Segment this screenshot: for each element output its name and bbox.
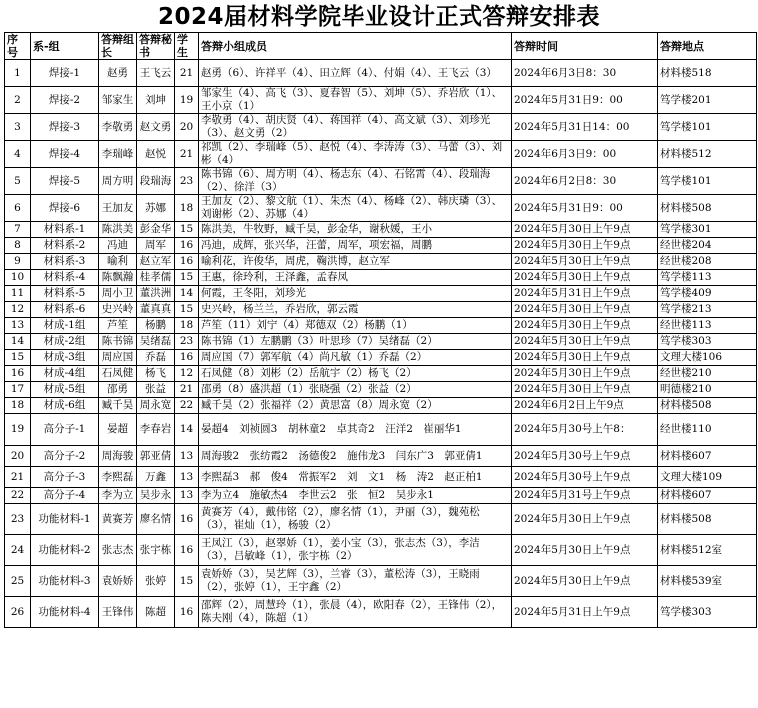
table-row (5, 566, 757, 597)
cell-secretary: 桂孝儒 (137, 270, 175, 286)
cell-seq: 1 (5, 60, 31, 87)
cell-secretary: 彭金华 (137, 222, 175, 238)
cell-secretary: 张益 (137, 382, 175, 398)
cell-members: 冯迪，成辉，张兴华，汪蕾，周军，项宏福，周鹏 (199, 238, 512, 254)
cell-leader: 李瑞峰 (99, 141, 137, 168)
cell-seq: 8 (5, 238, 31, 254)
cell-place: 笃学楼213 (658, 302, 757, 318)
cell-time: 2024年5月30号上午9点 (512, 467, 658, 488)
cell-students: 13 (175, 467, 199, 488)
table-body (5, 60, 757, 628)
cell-members: 李为立4 施敏杰4 李世云2 张 恒2 吴步永1 (199, 488, 512, 504)
cell-members: 陈书锦（1）左鹏鹏（3）叶思珍（7）吴绪磊（2） (199, 334, 512, 350)
cell-time: 2024年5月30日上午9点 (512, 302, 658, 318)
cell-leader: 陈洪美 (99, 222, 137, 238)
cell-members: 喻利花，许俊华，周虎，鞠洪博，赵立军 (199, 254, 512, 270)
cell-group: 高分子-3 (31, 467, 99, 488)
cell-students: 13 (175, 488, 199, 504)
cell-place: 经世楼208 (658, 254, 757, 270)
cell-secretary: 乔磊 (137, 350, 175, 366)
table-row (5, 318, 757, 334)
cell-students: 14 (175, 414, 199, 446)
cell-students: 21 (175, 60, 199, 87)
cell-secretary: 杨飞 (137, 366, 175, 382)
cell-secretary: 杨鹏 (137, 318, 175, 334)
cell-members: 祁凯（2）、李瑞峰（5）、赵悦（4）、李涛涛（3）、马蕾（3）、刘彬（4） (199, 141, 512, 168)
cell-leader: 邵勇 (99, 382, 137, 398)
cell-seq: 22 (5, 488, 31, 504)
table-row (5, 302, 757, 318)
cell-leader: 臧千昊 (99, 398, 137, 414)
cell-members: 赵勇（6）、许祥平（4）、田立辉（4）、付娟（4）、王飞云（3） (199, 60, 512, 87)
cell-time: 2024年5月30日上午9点 (512, 222, 658, 238)
cell-group: 焊接-5 (31, 168, 99, 195)
cell-secretary: 赵立军 (137, 254, 175, 270)
table-row (5, 286, 757, 302)
cell-students: 16 (175, 504, 199, 535)
cell-secretary: 董真真 (137, 302, 175, 318)
header-row (5, 33, 757, 60)
cell-time: 2024年5月31日9：00 (512, 87, 658, 114)
cell-seq: 15 (5, 350, 31, 366)
cell-seq: 12 (5, 302, 31, 318)
cell-group: 焊接-6 (31, 195, 99, 222)
table-row (5, 398, 757, 414)
cell-members: 李敬勇（4）、胡庆贤（4）、蒋国祥（4）、高文斌（3）、刘珍光（3）、赵文勇（2） (199, 114, 512, 141)
cell-members: 芦笙（11）刘宁（4）郑德双（2）杨鹏（1） (199, 318, 512, 334)
header-group: 系-组 (31, 33, 99, 60)
cell-students: 15 (175, 302, 199, 318)
cell-group: 材成-6组 (31, 398, 99, 414)
cell-place: 材料楼539室 (658, 566, 757, 597)
cell-students: 16 (175, 254, 199, 270)
cell-leader: 李为立 (99, 488, 137, 504)
cell-time: 2024年5月30日上午9点 (512, 318, 658, 334)
cell-leader: 晏超 (99, 414, 137, 446)
cell-seq: 25 (5, 566, 31, 597)
cell-time: 2024年5月30日上午9点 (512, 270, 658, 286)
cell-time: 2024年5月30日上午9点 (512, 254, 658, 270)
cell-secretary: 周永宽 (137, 398, 175, 414)
cell-group: 功能材料-3 (31, 566, 99, 597)
cell-members: 石凤健（8）刘彬（2）岳航宇（2）杨飞（2） (199, 366, 512, 382)
cell-place: 经世楼110 (658, 414, 757, 446)
cell-group: 焊接-1 (31, 60, 99, 87)
cell-students: 15 (175, 566, 199, 597)
table-row (5, 238, 757, 254)
cell-time: 2024年5月31日14：00 (512, 114, 658, 141)
cell-place: 材料楼508 (658, 504, 757, 535)
cell-members: 袁娇娇（3），吴艺辉（3），兰睿（3），董松涛（3），王晓雨（2），张婷（1），王宇鑫（2） (199, 566, 512, 597)
cell-secretary: 段瑞海 (137, 168, 175, 195)
table-row (5, 195, 757, 222)
cell-seq: 6 (5, 195, 31, 222)
cell-leader: 周方明 (99, 168, 137, 195)
cell-leader: 周海骏 (99, 446, 137, 467)
table-row (5, 87, 757, 114)
cell-group: 材料系-5 (31, 286, 99, 302)
cell-group: 功能材料-2 (31, 535, 99, 566)
header-students: 学生 (175, 33, 199, 60)
cell-time: 2024年5月31日9：00 (512, 195, 658, 222)
cell-seq: 26 (5, 597, 31, 628)
cell-group: 材料系-2 (31, 238, 99, 254)
cell-time: 2024年5月31日上午9点 (512, 286, 658, 302)
cell-seq: 14 (5, 334, 31, 350)
table-row (5, 334, 757, 350)
table-row (5, 254, 757, 270)
table-row (5, 366, 757, 382)
cell-secretary: 李春岩 (137, 414, 175, 446)
cell-leader: 陈书锦 (99, 334, 137, 350)
cell-students: 16 (175, 238, 199, 254)
cell-members: 周海骏2 张纺霞2 汤德俊2 施伟龙3 闫东广3 郭亚倩1 (199, 446, 512, 467)
cell-seq: 11 (5, 286, 31, 302)
cell-members: 李熙磊3 郝 俊4 常振军2 刘 文1 杨 涛2 赵正柏1 (199, 467, 512, 488)
cell-secretary: 吴绪磊 (137, 334, 175, 350)
cell-group: 材料系-4 (31, 270, 99, 286)
cell-group: 材成-3组 (31, 350, 99, 366)
cell-place: 笃学楼101 (658, 168, 757, 195)
cell-place: 笃学楼101 (658, 114, 757, 141)
cell-seq: 19 (5, 414, 31, 446)
cell-seq: 20 (5, 446, 31, 467)
cell-time: 2024年5月30日上午9点 (512, 238, 658, 254)
cell-leader: 张志杰 (99, 535, 137, 566)
cell-place: 经世楼210 (658, 366, 757, 382)
cell-leader: 冯迪 (99, 238, 137, 254)
cell-students: 16 (175, 597, 199, 628)
cell-secretary: 吴步永 (137, 488, 175, 504)
table-row (5, 141, 757, 168)
cell-time: 2024年5月31号上午9点 (512, 488, 658, 504)
cell-group: 材料系-3 (31, 254, 99, 270)
cell-secretary: 张婷 (137, 566, 175, 597)
cell-leader: 黄赛芳 (99, 504, 137, 535)
cell-seq: 13 (5, 318, 31, 334)
cell-members: 何霞，王冬阳，刘珍光 (199, 286, 512, 302)
cell-students: 19 (175, 87, 199, 114)
cell-time: 2024年6月3日9：00 (512, 141, 658, 168)
cell-members: 王凤江（3），赵翠娇（1），姜小宝（3），张志杰（3），李洁（3），吕敏峰（1），张宇栋（2） (199, 535, 512, 566)
cell-group: 材成-4组 (31, 366, 99, 382)
cell-leader: 袁娇娇 (99, 566, 137, 597)
cell-group: 材成-1组 (31, 318, 99, 334)
cell-place: 材料楼518 (658, 60, 757, 87)
cell-leader: 赵勇 (99, 60, 137, 87)
cell-time: 2024年5月30日上午9点 (512, 566, 658, 597)
cell-members: 史兴岭，杨兰兰，乔岩欣，郭云霞 (199, 302, 512, 318)
table-row (5, 488, 757, 504)
table-row (5, 60, 757, 87)
cell-time: 2024年5月30日上午9点 (512, 504, 658, 535)
cell-time: 2024年5月31日上午9点 (512, 597, 658, 628)
cell-students: 20 (175, 114, 199, 141)
header-time: 答辩时间 (512, 33, 658, 60)
cell-group: 材料系-6 (31, 302, 99, 318)
page-title: 2024届材料学院毕业设计正式答辩安排表 (157, 4, 600, 30)
cell-leader: 周小卫 (99, 286, 137, 302)
cell-students: 12 (175, 366, 199, 382)
cell-members: 邹家生（4）、高飞（3）、夏春智（5）、刘坤（5）、乔岩欣（1）、王小京（1） (199, 87, 512, 114)
header-place: 答辩地点 (658, 33, 757, 60)
cell-place: 材料楼512室 (658, 535, 757, 566)
cell-members: 臧千昊（2）张福祥（2）黄思富（8）周永宽（2） (199, 398, 512, 414)
cell-place: 材料楼508 (658, 195, 757, 222)
table-row (5, 350, 757, 366)
cell-time: 2024年5月30日上午9点 (512, 334, 658, 350)
cell-students: 16 (175, 350, 199, 366)
header-seq: 序号 (5, 33, 31, 60)
cell-students: 15 (175, 270, 199, 286)
cell-seq: 5 (5, 168, 31, 195)
cell-seq: 21 (5, 467, 31, 488)
cell-place: 笃学楼201 (658, 87, 757, 114)
table-row (5, 504, 757, 535)
cell-secretary: 万鑫 (137, 467, 175, 488)
cell-secretary: 苏娜 (137, 195, 175, 222)
cell-seq: 16 (5, 366, 31, 382)
table-row (5, 597, 757, 628)
cell-leader: 李敬勇 (99, 114, 137, 141)
cell-time: 2024年5月30日上午9点 (512, 535, 658, 566)
cell-place: 文理大楼109 (658, 467, 757, 488)
cell-seq: 2 (5, 87, 31, 114)
cell-place: 笃学楼409 (658, 286, 757, 302)
cell-members: 陈洪美，牛牧野，臧千昊，彭金华，谢秋媛，王小 (199, 222, 512, 238)
table-row (5, 382, 757, 398)
table-row (5, 446, 757, 467)
cell-place: 材料楼512 (658, 141, 757, 168)
cell-seq: 23 (5, 504, 31, 535)
cell-members: 陈书锦（6）、周方明（4）、杨志东（4）、石铭霄（4）、段瑞海（2）、徐洋（3） (199, 168, 512, 195)
cell-place: 笃学楼113 (658, 270, 757, 286)
cell-secretary: 陈超 (137, 597, 175, 628)
cell-leader: 陈飘瀚 (99, 270, 137, 286)
table-row (5, 222, 757, 238)
cell-group: 材成-2组 (31, 334, 99, 350)
cell-leader: 石凤健 (99, 366, 137, 382)
cell-leader: 王锋伟 (99, 597, 137, 628)
cell-group: 材成-5组 (31, 382, 99, 398)
cell-time: 2024年5月30日上午9点 (512, 366, 658, 382)
table-row (5, 270, 757, 286)
cell-group: 高分子-4 (31, 488, 99, 504)
cell-students: 22 (175, 398, 199, 414)
cell-leader: 周应国 (99, 350, 137, 366)
cell-group: 材料系-1 (31, 222, 99, 238)
cell-members: 邵辉（2），周慧玲（1），张晨（4），欧阳春（2），王锋伟（2），陈夫刚（4），陈超（1） (199, 597, 512, 628)
cell-students: 21 (175, 382, 199, 398)
cell-seq: 9 (5, 254, 31, 270)
cell-secretary: 廖名情 (137, 504, 175, 535)
cell-students: 23 (175, 334, 199, 350)
cell-time: 2024年5月30号上午9点 (512, 446, 658, 467)
cell-students: 23 (175, 168, 199, 195)
cell-place: 材料楼607 (658, 488, 757, 504)
cell-place: 笃学楼303 (658, 334, 757, 350)
cell-secretary: 董洪洲 (137, 286, 175, 302)
cell-seq: 24 (5, 535, 31, 566)
cell-place: 文理大楼106 (658, 350, 757, 366)
cell-secretary: 刘坤 (137, 87, 175, 114)
cell-time: 2024年6月2日8：30 (512, 168, 658, 195)
cell-group: 焊接-4 (31, 141, 99, 168)
cell-seq: 4 (5, 141, 31, 168)
cell-group: 高分子-1 (31, 414, 99, 446)
cell-students: 15 (175, 222, 199, 238)
cell-time: 2024年5月30号上午8： (512, 414, 658, 446)
cell-leader: 史兴岭 (99, 302, 137, 318)
cell-students: 18 (175, 195, 199, 222)
cell-place: 材料楼508 (658, 398, 757, 414)
cell-group: 焊接-3 (31, 114, 99, 141)
cell-students: 18 (175, 318, 199, 334)
cell-members: 晏超4 刘祯圆3 胡林童2 卓其奇2 汪洋2 崔丽华1 (199, 414, 512, 446)
cell-group: 焊接-2 (31, 87, 99, 114)
header-secretary: 答辩秘书 (137, 33, 175, 60)
cell-students: 16 (175, 535, 199, 566)
cell-seq: 17 (5, 382, 31, 398)
cell-seq: 10 (5, 270, 31, 286)
cell-members: 邵勇（8）盛洪超（1）张晓强（2）张益（2） (199, 382, 512, 398)
cell-students: 21 (175, 141, 199, 168)
cell-seq: 7 (5, 222, 31, 238)
cell-members: 王惠，徐玲利，王泽鑫，孟春凤 (199, 270, 512, 286)
cell-secretary: 郭亚倩 (137, 446, 175, 467)
cell-place: 笃学楼301 (658, 222, 757, 238)
cell-time: 2024年6月3日8：30 (512, 60, 658, 87)
cell-leader: 邹家生 (99, 87, 137, 114)
cell-members: 王加友（2）、黎文航（1）、朱杰（4）、杨峰（2）、韩庆璘（3）、刘谢彬（2）、苏娜（4） (199, 195, 512, 222)
cell-secretary: 张宇栋 (137, 535, 175, 566)
cell-group: 功能材料-4 (31, 597, 99, 628)
cell-place: 经世楼113 (658, 318, 757, 334)
cell-members: 黄赛芳（4），戴伟铭（2），廖名情（1），尹丽（3），魏苑松（3），崔灿（1），杨骏（2） (199, 504, 512, 535)
cell-place: 材料楼607 (658, 446, 757, 467)
header-members: 答辩小组成员 (199, 33, 512, 60)
cell-place: 明德楼210 (658, 382, 757, 398)
table-row (5, 414, 757, 446)
table-row (5, 467, 757, 488)
cell-group: 高分子-2 (31, 446, 99, 467)
cell-seq: 3 (5, 114, 31, 141)
cell-time: 2024年5月30日上午9点 (512, 350, 658, 366)
cell-time: 2024年6月2日上午9点 (512, 398, 658, 414)
cell-leader: 喻利 (99, 254, 137, 270)
cell-secretary: 王飞云 (137, 60, 175, 87)
table-row (5, 168, 757, 195)
cell-leader: 王加友 (99, 195, 137, 222)
cell-time: 2024年5月30日上午9点 (512, 382, 658, 398)
cell-place: 经世楼204 (658, 238, 757, 254)
cell-secretary: 赵文勇 (137, 114, 175, 141)
table-row (5, 114, 757, 141)
cell-leader: 李熙磊 (99, 467, 137, 488)
cell-students: 13 (175, 446, 199, 467)
cell-seq: 18 (5, 398, 31, 414)
cell-students: 14 (175, 286, 199, 302)
cell-secretary: 周军 (137, 238, 175, 254)
header-leader: 答辩组长 (99, 33, 137, 60)
cell-leader: 芦笙 (99, 318, 137, 334)
schedule-table (4, 32, 757, 628)
cell-members: 周应国（7）郭军航（4）尚凡敏（1）乔磊（2） (199, 350, 512, 366)
cell-secretary: 赵悦 (137, 141, 175, 168)
cell-group: 功能材料-1 (31, 504, 99, 535)
table-row (5, 535, 757, 566)
cell-place: 笃学楼303 (658, 597, 757, 628)
